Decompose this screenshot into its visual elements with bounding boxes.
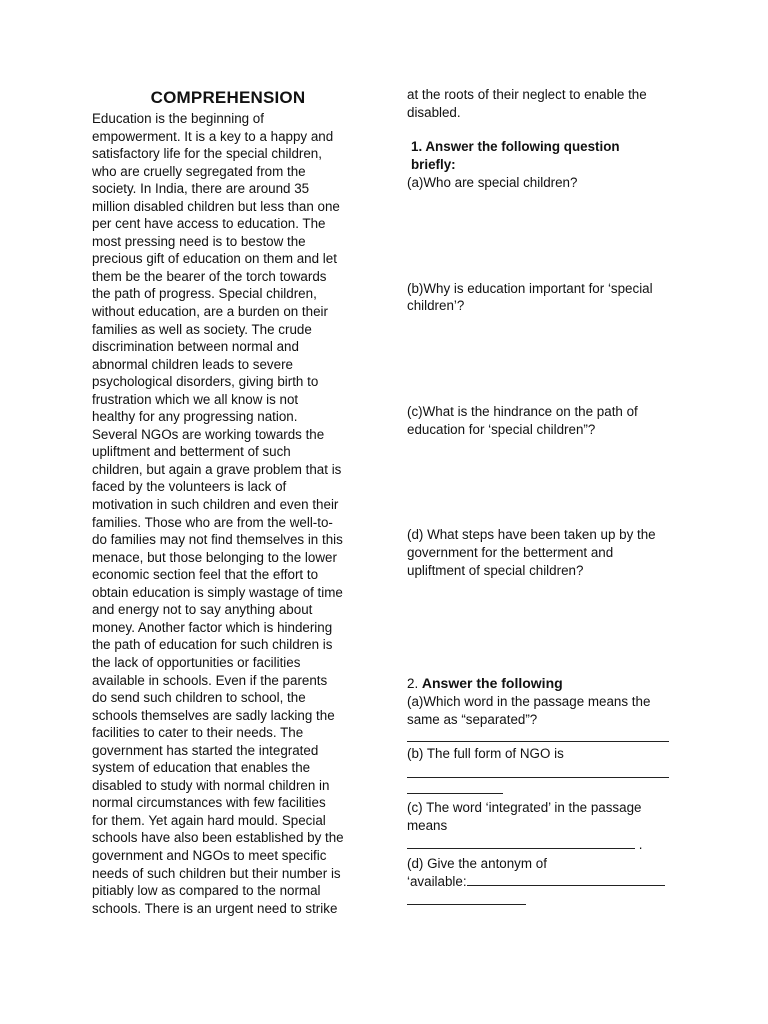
question-1a: (a)Who are special children? — [407, 174, 578, 190]
answer-line-2d-cont[interactable] — [407, 892, 526, 905]
left-column — [92, 87, 364, 917]
question-2b: (b) The full form of NGO is — [407, 745, 564, 761]
question-2d: (d) Give the antonym of ‘available: — [407, 856, 547, 890]
page-title: COMPREHENSION — [150, 88, 306, 107]
passage-text: Education is the beginning of empowerment. It is a key to a happy and satisfactory life for the special children, who are cruelly segregated from the society. In India, there are around 35 million disabled children but less than one per cent have access to education. The most pressing need is to bestow the precious gift of education on them and let them be the bearer of the torch towards the path of progress. Special children, without education, are a burden on their families as well as society. The crude discrimination between normal and abnormal children leads to severe psychological disorders, giving birth to frustration which we all know is not healthy for any progressing nation. Several NGOs are working towards the upliftment and betterment of such children, but again a grave problem that is faced by the volunteers is lack of motivation in such children and even their families. Those who are from the well-to- do families may not find themselves in this menace, but those belonging to the lower economic section feel that the effort to obtain education is simply wastage of time and energy not to say anything about money. Another factor which is hindering the path of education for such children is the lack of opportunities or facilities available in schools. Even if the parents do send such children to school, the schools themselves are sadly lacking the facilities to cater to their needs. The government has started the integrated system of education that enables the disabled to study with normal children in normal circumstances with few facilities for them. Yet again hard mould. Special schools have also been established by the government and NGOs to meet specific needs of such children but their number is pitiably low as compared to the normal schools. There is an urgent need to strike — [92, 111, 344, 916]
question-2a: (a)Which word in the passage means the same as “separated”? — [407, 694, 651, 727]
question-2c: (c) The word ‘integrated’ in the passage means — [407, 800, 642, 833]
question-1c: (c)What is the hindrance on the path of education for ‘special children”? — [407, 403, 638, 437]
passage-continued: at the roots of their neglect to enable the disabled. — [407, 87, 647, 120]
answer-row-2c — [407, 836, 677, 854]
section2-number: 2. — [407, 676, 422, 692]
question-2d-row — [407, 855, 677, 890]
answer-line-2b[interactable] — [407, 765, 669, 778]
answer-line-2d[interactable] — [467, 873, 665, 886]
section1-heading: 1. Answer the following question briefly: — [411, 139, 620, 173]
right-column — [407, 86, 677, 905]
section2-heading — [407, 675, 677, 693]
answer-line-2c[interactable] — [407, 836, 635, 849]
question-1d: (d) What steps have been taken up by the government for the betterment and upliftment of special children? — [407, 527, 656, 578]
question-1b: (b)Why is education important for ‘special children’? — [407, 280, 653, 314]
answer-line-2b-cont[interactable] — [407, 781, 503, 794]
answer-line-2a[interactable] — [407, 729, 669, 742]
answer-2c-end: . — [635, 836, 643, 852]
section2-title: Answer the following — [421, 675, 563, 692]
